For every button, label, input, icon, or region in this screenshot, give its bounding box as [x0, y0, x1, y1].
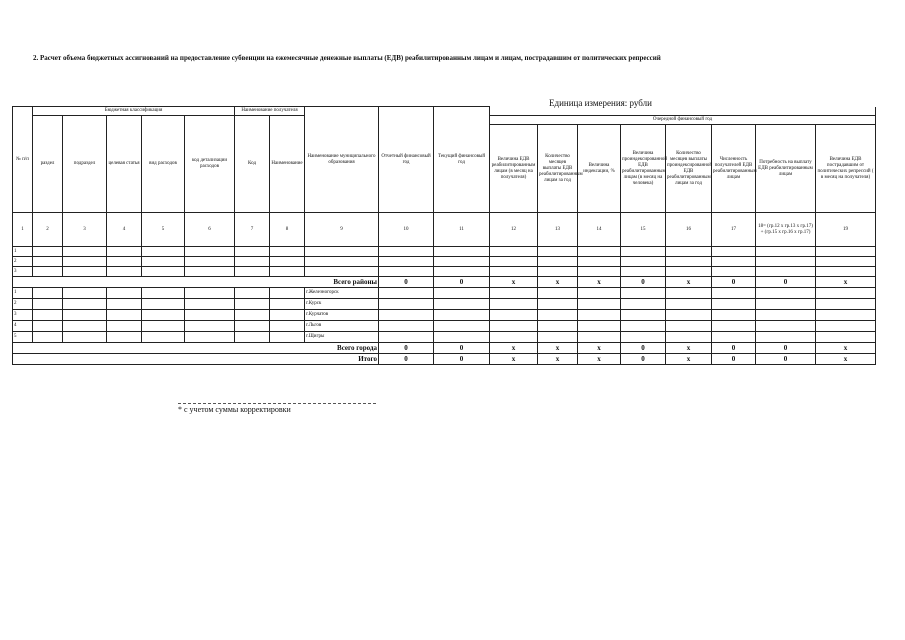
column-number: 12: [490, 213, 538, 247]
row-number: 1: [13, 247, 33, 257]
city-row: [13, 310, 876, 321]
all-cities-row: [13, 343, 876, 354]
cell-value: 0: [379, 354, 434, 365]
column-number: 3: [63, 213, 107, 247]
column-number: 15: [621, 213, 666, 247]
cell-value: х: [490, 343, 538, 354]
cell-value: х: [578, 343, 621, 354]
city-row: [13, 299, 876, 310]
header-col-14: Величина индексации, %: [578, 125, 621, 213]
unit-label: Единица измерения: рубли: [549, 98, 652, 108]
city-name: г.Курчатов: [305, 310, 379, 321]
footnote-separator: [178, 403, 376, 404]
row-number: 4: [13, 321, 33, 332]
cell-value: 0: [379, 343, 434, 354]
header-col-16: Количество месяцев выплаты проиндексированной ЕДВ реабилитированным лицам за год: [666, 125, 712, 213]
city-name: г.Льгов: [305, 321, 379, 332]
cell-value: х: [490, 277, 538, 288]
row-number: 2: [13, 257, 33, 267]
header-budget-classification: Бюджетная классификация: [33, 107, 235, 116]
column-number: 1: [13, 213, 33, 247]
column-number: 11: [434, 213, 490, 247]
row-number: 5: [13, 332, 33, 343]
cell-value: 0: [756, 343, 816, 354]
row-number: 3: [13, 267, 33, 277]
cell-value: х: [666, 277, 712, 288]
cell-value: 0: [434, 354, 490, 365]
city-row: [13, 288, 876, 299]
cell-value: х: [816, 354, 876, 365]
column-number: 19: [816, 213, 876, 247]
cell-value: 0: [756, 354, 816, 365]
cell-value: х: [666, 354, 712, 365]
header-col-18: Потребность на выплату ЕДВ реабилитированным лицам: [756, 125, 816, 213]
column-number: 16: [666, 213, 712, 247]
total-label: Итого: [13, 354, 379, 365]
column-number: 13: [538, 213, 578, 247]
city-name: г.Курск: [305, 299, 379, 310]
all-districts-label: Всего районы: [13, 277, 379, 288]
cell-value: х: [816, 343, 876, 354]
column-number: 4: [107, 213, 142, 247]
cell-value: х: [538, 277, 578, 288]
header-col-13: Количество месяцев выплаты ЕДВ реабилитированным лицам за год: [538, 125, 578, 213]
budget-table: [12, 106, 876, 365]
row-number: 1: [13, 288, 33, 299]
header-col-2: раздел: [33, 116, 63, 213]
column-number: 7: [235, 213, 270, 247]
header-col-3: подраздел: [63, 116, 107, 213]
city-name: г.Щигры: [305, 332, 379, 343]
column-number: 10: [379, 213, 434, 247]
header-recipient: Наименование получателя: [235, 107, 305, 116]
district-row: [13, 267, 876, 277]
column-number: 9: [305, 213, 379, 247]
cell-value: х: [578, 354, 621, 365]
cell-value: 0: [379, 277, 434, 288]
header-col-19: Величина ЕДВ пострадавшим от политических репрессий ( в месяц на получателя): [816, 125, 876, 213]
header-col-17: Численность получателей ЕДВ реабилитированным лицам: [712, 125, 756, 213]
header-num: № п/п: [13, 107, 33, 213]
city-name: г.Железногорск: [305, 288, 379, 299]
column-number: 14: [578, 213, 621, 247]
district-row: [13, 257, 876, 267]
all-cities-label: Всего города: [13, 343, 379, 354]
column-number: 17: [712, 213, 756, 247]
city-row: [13, 332, 876, 343]
cell-value: х: [666, 343, 712, 354]
header-col-4: целевая статья: [107, 116, 142, 213]
district-row: [13, 247, 876, 257]
header-col-10: Отчетный финансовый год: [379, 107, 434, 213]
column-number: 2: [33, 213, 63, 247]
column-numbers-row: [13, 213, 876, 247]
column-number: 8: [270, 213, 305, 247]
header-col-7: Код: [235, 116, 270, 213]
cell-value: 0: [712, 277, 756, 288]
header-next-year: Очередной финансовый год: [490, 116, 876, 125]
header-col-11: Текущий финансовый год: [434, 107, 490, 213]
cell-value: 0: [621, 343, 666, 354]
footnote: * с учетом суммы корректировки: [178, 405, 291, 414]
total-row: [13, 354, 876, 365]
cell-value: 0: [712, 343, 756, 354]
column-number: 5: [142, 213, 185, 247]
cell-value: 0: [756, 277, 816, 288]
cell-value: 0: [621, 277, 666, 288]
document-title: 2. Расчет объема бюджетных ассигнований на предоставление субвенции на ежемесячные денежные выплаты (ЕДВ) реабилитированным лицам и лицам, пострадавшим от политических репрессий: [33, 54, 661, 62]
row-number: 2: [13, 299, 33, 310]
cell-value: 0: [434, 277, 490, 288]
header-col-15: Величина проиндексированной ЕДВ реабилитированным лицам (в месяц на человека): [621, 125, 666, 213]
all-districts-row: [13, 277, 876, 288]
header-col-6: код детализации расходов: [185, 116, 235, 213]
cell-value: х: [538, 354, 578, 365]
header-col-8: Наименование: [270, 116, 305, 213]
header-col-9: Наименование муниципального образования: [305, 107, 379, 213]
header-col-5: вид расходов: [142, 116, 185, 213]
cell-value: х: [578, 277, 621, 288]
cell-value: 0: [621, 354, 666, 365]
cell-value: х: [490, 354, 538, 365]
cell-value: х: [538, 343, 578, 354]
header-row-1: [13, 107, 876, 116]
cell-value: х: [816, 277, 876, 288]
cell-value: 0: [712, 354, 756, 365]
cell-value: 0: [434, 343, 490, 354]
row-number: 3: [13, 310, 33, 321]
city-row: [13, 321, 876, 332]
header-col-12: Величина ЕДВ реабилитированным лицам (в месяц на получателя): [490, 125, 538, 213]
column-number-formula: 18= (гр.12 х гр.13 х гр.17) + (гр.15 х гр.16 х гр.17): [756, 213, 816, 247]
column-number: 6: [185, 213, 235, 247]
